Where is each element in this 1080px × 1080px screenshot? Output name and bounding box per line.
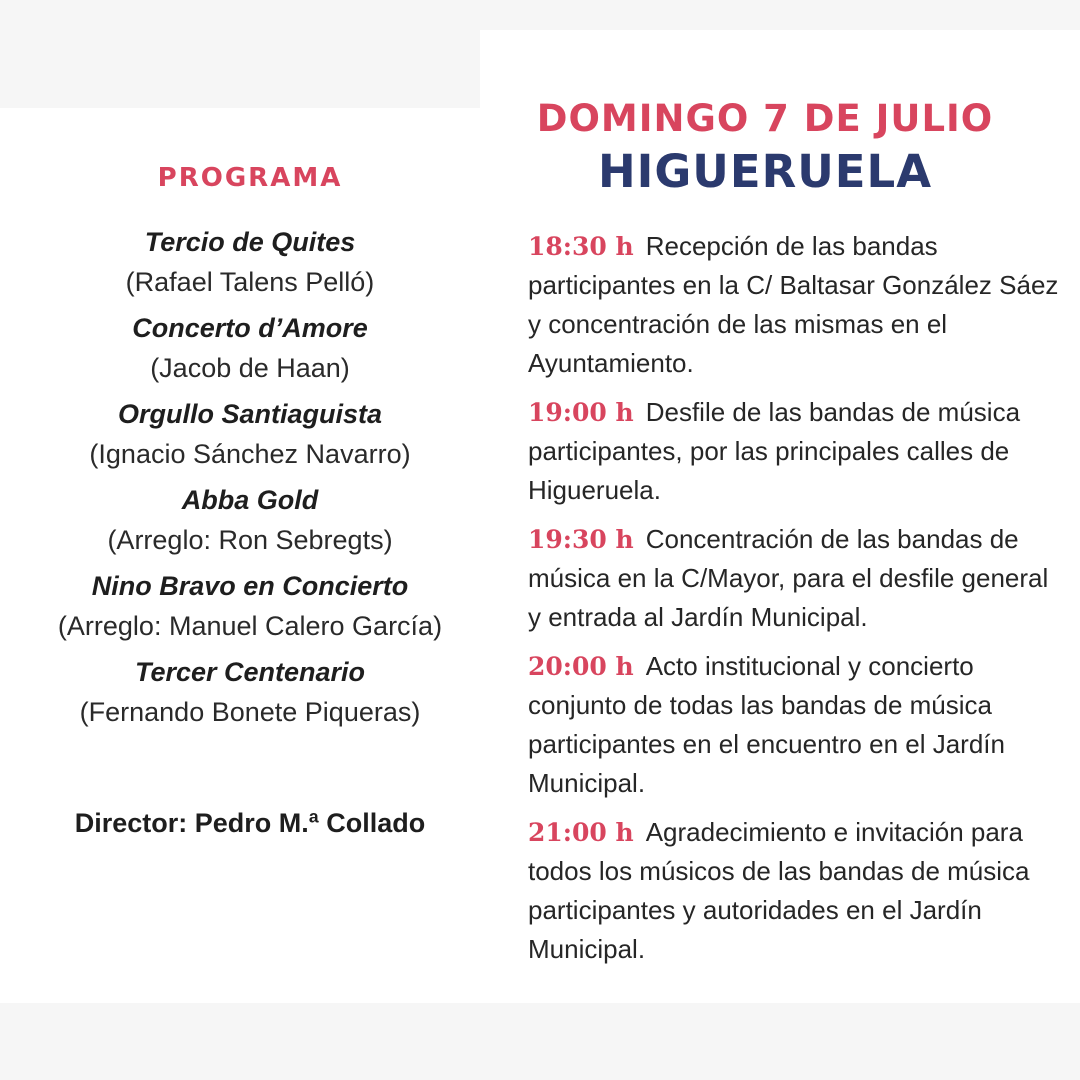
schedule-list	[528, 227, 1068, 979]
program-piece	[0, 652, 500, 732]
piece-title: Abba Gold	[181, 485, 319, 515]
event-description: Recepción de las bandas participantes en la C/ Baltasar González Sáez y concentración de las mismas en el Ayuntamiento.	[528, 231, 1059, 378]
program-piece	[0, 308, 500, 388]
piece-author: (Arreglo: Manuel Calero García)	[57, 611, 443, 641]
piece-author: (Arreglo: Ron Sebregts)	[107, 525, 393, 555]
piece-title: Tercio de Quites	[144, 227, 356, 257]
event-description: Acto institucional y concierto conjunto de todas las bandas de música participantes en el encuentro en el Jardín Municipal.	[528, 651, 1005, 798]
director-credit: Director: Pedro M.ª Collado	[74, 808, 426, 838]
piece-title: Orgullo Santiaguista	[117, 399, 383, 429]
program-piece	[0, 394, 500, 474]
program-list	[0, 222, 500, 738]
schedule-item	[528, 393, 1068, 510]
program-piece	[0, 222, 500, 302]
programa-heading: PROGRAMA	[157, 163, 343, 193]
schedule-item	[528, 520, 1068, 637]
piece-author: (Rafael Talens Pelló)	[125, 267, 375, 297]
piece-author: (Jacob de Haan)	[150, 353, 350, 383]
schedule-item	[528, 647, 1068, 803]
schedule-item	[528, 813, 1068, 969]
schedule-item	[528, 227, 1068, 383]
event-time: 21:00 h	[528, 818, 634, 847]
program-piece	[0, 566, 500, 646]
event-date: DOMINGO 7 DE JULIO	[536, 97, 994, 140]
event-description: Desfile de las bandas de música participantes, por las principales calles de Higueruela.	[528, 397, 1021, 505]
event-description: Agradecimiento e invitación para todos los músicos de las bandas de música participantes y autoridades en el Jardín Municipal.	[528, 817, 1030, 964]
piece-title: Concerto d’Amore	[132, 313, 368, 343]
event-description: Concentración de las bandas de música en la C/Mayor, para el desfile general y entrada al Jardín Municipal.	[528, 524, 1049, 632]
event-time: 20:00 h	[528, 652, 634, 681]
town-name: HIGUERUELA	[597, 145, 933, 198]
event-time: 18:30 h	[528, 232, 634, 261]
program-piece	[0, 480, 500, 560]
event-time: 19:30 h	[528, 525, 634, 554]
piece-author: (Fernando Bonete Piqueras)	[79, 697, 421, 727]
piece-author: (Ignacio Sánchez Navarro)	[89, 439, 411, 469]
piece-title: Tercer Centenario	[134, 657, 366, 687]
piece-title: Nino Bravo en Concierto	[91, 571, 409, 601]
event-time: 19:00 h	[528, 398, 634, 427]
